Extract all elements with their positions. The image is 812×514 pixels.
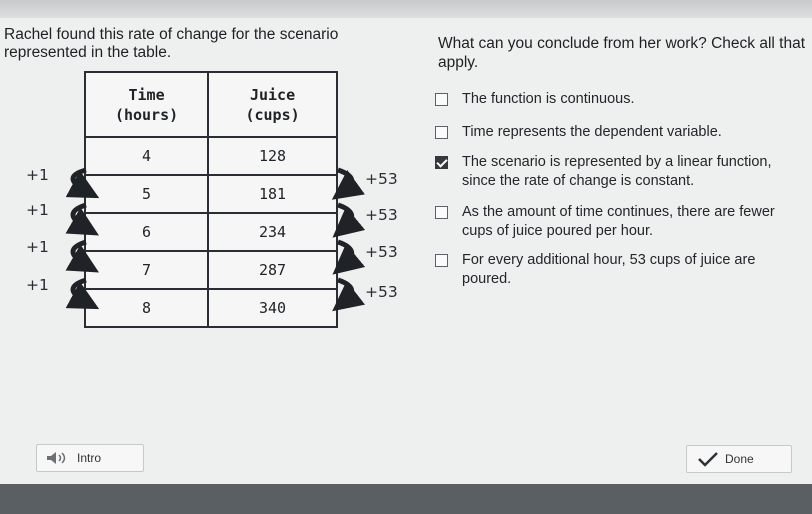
left-arrow-label: +1 xyxy=(26,201,49,219)
checkbox[interactable] xyxy=(435,206,448,219)
cell-time: 4 xyxy=(85,137,208,175)
header-juice-title: Juice xyxy=(249,85,296,104)
cell-juice: 181 xyxy=(208,175,337,213)
header-time-unit: (hours) xyxy=(114,105,179,124)
left-arrow-label: +1 xyxy=(26,238,49,256)
checkbox[interactable] xyxy=(435,93,448,106)
option-label: As the amount of time continues, there are fewer cups of juice poured per hour. xyxy=(462,204,775,239)
data-table xyxy=(84,71,338,328)
done-button[interactable] xyxy=(686,445,792,473)
checkbox-checked[interactable] xyxy=(435,156,448,169)
option-53-cups[interactable] xyxy=(432,251,808,289)
header-time-title: Time xyxy=(128,85,165,104)
cell-time: 6 xyxy=(85,213,208,251)
table-header-row xyxy=(85,72,337,137)
header-juice-unit: (cups) xyxy=(245,105,300,124)
option-label: The scenario is represented by a linear function, since the rate of change is constant. xyxy=(462,154,772,189)
right-arrow-label: +53 xyxy=(365,243,398,261)
option-continuous[interactable] xyxy=(432,90,808,109)
checkbox[interactable] xyxy=(435,254,448,267)
cell-juice: 340 xyxy=(208,289,337,327)
option-label: For every additional hour, 53 cups of juice are poured. xyxy=(462,252,756,287)
table-row xyxy=(85,137,337,175)
cell-juice: 287 xyxy=(208,251,337,289)
header-juice xyxy=(208,72,337,137)
cell-juice: 128 xyxy=(208,137,337,175)
option-fewer-cups[interactable] xyxy=(432,203,808,241)
table-row xyxy=(85,213,337,251)
question-prompt: Rachel found this rate of change for the scenario represented in the table. xyxy=(4,26,339,61)
checkbox[interactable] xyxy=(435,126,448,139)
instruction-prompt: What can you conclude from her work? Check all that apply. xyxy=(438,35,806,71)
option-label: The function is continuous. xyxy=(462,91,635,107)
right-arrow-label: +53 xyxy=(365,170,398,188)
cell-juice: 234 xyxy=(208,213,337,251)
option-dependent-variable[interactable] xyxy=(432,123,808,142)
intro-label: Intro xyxy=(77,451,102,465)
cell-time: 5 xyxy=(85,175,208,213)
header-time xyxy=(85,72,208,137)
right-arrow-label: +53 xyxy=(365,206,398,224)
checkmark-icon xyxy=(697,451,719,467)
left-arrow-label: +1 xyxy=(26,166,49,184)
right-arrow-label: +53 xyxy=(365,283,398,301)
table-row xyxy=(85,251,337,289)
bottom-bar xyxy=(0,484,812,514)
speaker-icon xyxy=(45,450,71,466)
option-label: Time represents the dependent variable. xyxy=(462,124,722,140)
cell-time: 7 xyxy=(85,251,208,289)
cell-time: 8 xyxy=(85,289,208,327)
done-label: Done xyxy=(725,452,754,466)
data-table-container xyxy=(84,71,338,326)
intro-button[interactable] xyxy=(36,444,144,472)
option-linear-function[interactable] xyxy=(432,153,808,191)
table-row xyxy=(85,175,337,213)
table-row xyxy=(85,289,337,327)
left-arrow-label: +1 xyxy=(26,276,49,294)
